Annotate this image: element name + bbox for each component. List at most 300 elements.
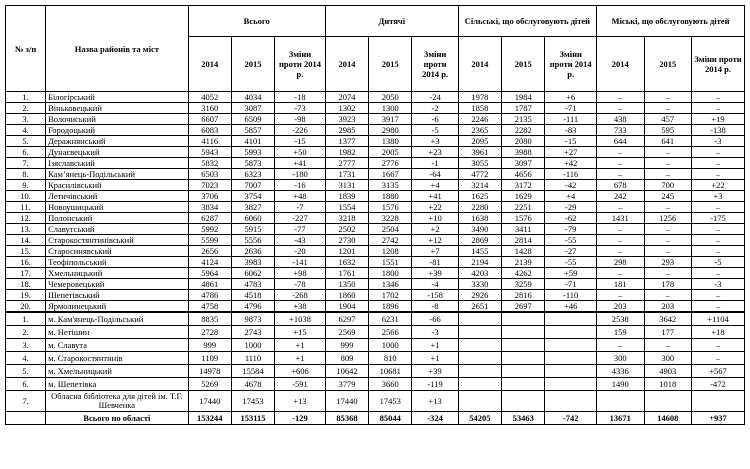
row-value: 203 [597,301,645,313]
row-value: 17440 [325,391,368,412]
district-row [6,136,745,147]
row-value: -226 [275,125,326,136]
row-value: 7007 [231,180,274,191]
header-row-groups [6,6,745,37]
row-value: 4124 [188,257,231,268]
row-value: 4262 [502,268,545,279]
row-value: +59 [545,268,597,279]
row-value: 4034 [231,92,274,103]
row-value: – [597,235,645,246]
row-value: 6323 [231,169,274,180]
row-value: 15584 [231,365,274,378]
row-value: +1 [275,339,326,352]
row-value: +3 [692,191,745,202]
row-value: +15 [275,326,326,339]
row-value: 1860 [325,290,368,301]
row-value: 4783 [231,279,274,290]
row-value: – [692,235,745,246]
row-label: м. Старокостянтинів [46,352,189,365]
row-value: 2569 [325,326,368,339]
row-value [458,352,501,365]
row-value: 203 [644,301,692,313]
row-value: 245 [644,191,692,202]
row-value: 4772 [458,169,501,180]
row-value: -62 [545,213,597,224]
row-value: +12 [412,235,458,246]
row-value: 1982 [325,147,368,158]
row-value: -129 [275,412,326,425]
row-value: 5556 [231,235,274,246]
row-label: м. Славута [46,339,189,352]
row-value: -268 [275,290,326,301]
row-value: – [597,147,645,158]
row-value: 457 [644,114,692,125]
row-value: – [692,158,745,169]
row-label: Віньковецький [46,103,189,114]
row-value: 3923 [325,114,368,125]
row-value: -15 [545,136,597,147]
row-value: -18 [275,92,326,103]
row-value: 1787 [502,103,545,114]
row-value [545,312,597,326]
row-value: -42 [545,180,597,191]
row-value: 3218 [325,213,368,224]
row-value: -55 [545,235,597,246]
row-label: Хмельницький [46,268,189,279]
city-row [6,352,745,365]
header-year-2014: 2014 [325,37,368,92]
header-name: Назва районів та міст [46,6,189,92]
row-value: 2636 [231,246,274,257]
row-value: -119 [412,378,458,391]
row-number: 1. [6,312,46,326]
row-value: 153115 [231,412,274,425]
row-value: 2538 [597,312,645,326]
row-value: 4052 [188,92,231,103]
row-value: 54205 [458,412,501,425]
library-statistics-table [5,5,745,425]
row-value: 7023 [188,180,231,191]
city-row [6,339,745,352]
row-value: 1350 [325,279,368,290]
row-value: +1 [412,339,458,352]
row-value: 2095 [458,136,501,147]
row-value: +41 [412,191,458,202]
row-value: 1380 [369,136,412,147]
row-value: 5992 [188,224,231,235]
row-value: +18 [692,326,745,339]
row-value: +22 [412,202,458,213]
row-label: Летичівський [46,191,189,202]
row-value: -1 [412,158,458,169]
district-row [6,235,745,246]
row-value: 3055 [458,158,501,169]
row-number: 2. [6,103,46,114]
row-value: – [597,158,645,169]
row-value [545,391,597,412]
row-value: 3827 [231,202,274,213]
row-value: 438 [597,114,645,125]
row-label: Теофіпольський [46,257,189,268]
row-value: 4101 [231,136,274,147]
total-row [6,412,745,425]
row-number: 20. [6,301,46,313]
row-label: Дунаєвецький [46,147,189,158]
row-value: -27 [545,246,597,257]
row-value [502,378,545,391]
row-value: 14608 [644,412,692,425]
row-number: 3. [6,339,46,352]
row-value: -175 [692,213,745,224]
row-value: 85044 [369,412,412,425]
row-value: 733 [597,125,645,136]
row-value: – [644,339,692,352]
row-value [502,352,545,365]
row-value: -24 [412,92,458,103]
district-row [6,169,745,180]
row-value: – [692,290,745,301]
district-row [6,290,745,301]
row-value: 17440 [188,391,231,412]
row-value: 1880 [369,191,412,202]
row-number: 12. [6,213,46,224]
district-row [6,301,745,313]
header-year-2014: 2014 [597,37,645,92]
district-row [6,268,745,279]
row-value: -8 [412,301,458,313]
row-value: 1431 [597,213,645,224]
row-value: +567 [692,365,745,378]
row-value: 5857 [231,125,274,136]
row-value [692,391,745,412]
row-value: 2135 [502,114,545,125]
row-value: +19 [692,114,745,125]
row-value: -742 [545,412,597,425]
row-value: 2777 [325,158,368,169]
row-value: -15 [275,136,326,147]
row-value: 4796 [231,301,274,313]
row-value [545,339,597,352]
row-number: 15. [6,246,46,257]
row-value: 1256 [644,213,692,224]
row-value: +38 [275,301,326,313]
row-value [545,352,597,365]
row-value: -83 [545,125,597,136]
row-value: 4903 [644,365,692,378]
row-value: 5599 [188,235,231,246]
row-value: 6287 [188,213,231,224]
row-value: – [692,339,745,352]
row-value: -78 [275,279,326,290]
row-value: 2365 [458,125,501,136]
row-value: 4518 [231,290,274,301]
row-value: – [692,246,745,257]
row-value: – [597,339,645,352]
row-value: 644 [597,136,645,147]
row-value: 3988 [502,147,545,158]
district-row [6,213,745,224]
row-number: 14. [6,235,46,246]
row-value [458,326,501,339]
row-value: 3160 [188,103,231,114]
row-value: 4786 [188,290,231,301]
row-value: – [692,224,745,235]
row-number: 6. [6,147,46,158]
row-value: 5943 [188,147,231,158]
row-value: 3642 [644,312,692,326]
row-value: 1377 [325,136,368,147]
row-value: +23 [412,147,458,158]
row-value: 293 [644,257,692,268]
row-value: 2742 [369,235,412,246]
row-value: 3961 [458,147,501,158]
row-value: 17453 [231,391,274,412]
row-value: 2282 [502,125,545,136]
row-value: 13671 [597,412,645,425]
row-label: Всього по області [46,412,189,425]
row-value: – [692,301,745,313]
row-value: +46 [545,301,597,313]
row-value: – [644,235,692,246]
row-value: – [692,268,745,279]
row-value: – [597,246,645,257]
row-value: – [597,268,645,279]
row-value: 3834 [188,202,231,213]
row-value: 1208 [369,246,412,257]
row-value: 3131 [325,180,368,191]
row-value: -110 [545,290,597,301]
row-value: -111 [545,114,597,125]
row-number: 1. [6,92,46,103]
district-row [6,246,745,257]
row-value: 2080 [502,136,545,147]
row-value: 1625 [458,191,501,202]
row-value: -2 [412,103,458,114]
row-value: – [597,202,645,213]
row-value: 1761 [325,268,368,279]
row-value: 1428 [502,246,545,257]
row-value: 2246 [458,114,501,125]
row-value: – [644,147,692,158]
row-value: +7 [412,246,458,257]
row-value: 2074 [325,92,368,103]
row-value: 1576 [502,213,545,224]
row-value: 2776 [369,158,412,169]
row-value: -141 [275,257,326,268]
row-value: 1858 [458,103,501,114]
row-number: 3. [6,114,46,125]
row-value: 300 [597,352,645,365]
row-value: 678 [597,180,645,191]
row-value: 2139 [502,257,545,268]
row-value: +606 [275,365,326,378]
row-value [597,391,645,412]
row-value: +10 [412,213,458,224]
row-value: +13 [412,391,458,412]
row-value: 5964 [188,268,231,279]
row-value: +1 [275,352,326,365]
header-group-rural: Сільські, що обслуговують дітей [458,6,596,37]
row-value [502,365,545,378]
row-label: Старосинявський [46,246,189,257]
row-value: -158 [412,290,458,301]
row-value: 3779 [325,378,368,391]
row-value: 2730 [325,235,368,246]
row-value: – [644,158,692,169]
row-label: Чемеровецький [46,279,189,290]
row-value: +27 [545,147,597,158]
row-value: 1632 [325,257,368,268]
row-value: 1638 [458,213,501,224]
row-label: Волочиський [46,114,189,125]
row-value: – [644,246,692,257]
row-value: +98 [275,268,326,279]
row-value: 2926 [458,290,501,301]
header-group-total: Всього [188,6,325,37]
row-value: -7 [275,202,326,213]
row-number: 7. [6,158,46,169]
row-value: 1302 [325,103,368,114]
row-value: 6231 [369,312,412,326]
row-value: 6509 [231,114,274,125]
row-value: 3330 [458,279,501,290]
row-value: -4 [412,279,458,290]
row-value: 6297 [325,312,368,326]
row-value: 53463 [502,412,545,425]
row-value: +4 [412,180,458,191]
row-value: 300 [644,352,692,365]
row-value: – [644,268,692,279]
district-row [6,202,745,213]
row-value: 5832 [188,158,231,169]
row-value: 1702 [369,290,412,301]
row-value [458,391,501,412]
row-value: 2050 [369,92,412,103]
row-value: -73 [275,103,326,114]
row-value: +41 [275,158,326,169]
row-number: 2. [6,326,46,339]
row-value: -71 [545,279,597,290]
row-value: -5 [412,125,458,136]
row-label: Шепетівський [46,290,189,301]
row-value: 2697 [502,301,545,313]
city-row [6,365,745,378]
row-value: 1731 [325,169,368,180]
row-value: 3917 [369,114,412,125]
header-group-urban: Міські, що обслуговують дітей [597,6,745,37]
row-value: +6 [545,92,597,103]
row-value: 2280 [458,202,501,213]
row-value: 242 [597,191,645,202]
row-value: 3754 [231,191,274,202]
row-value: -43 [275,235,326,246]
row-value: 3660 [369,378,412,391]
row-value [545,365,597,378]
row-value: -227 [275,213,326,224]
row-value: 85368 [325,412,368,425]
row-value: 1109 [188,352,231,365]
row-value: 1978 [458,92,501,103]
row-value: – [644,224,692,235]
row-value: 2005 [369,147,412,158]
row-value [458,378,501,391]
row-label: Деражнянський [46,136,189,147]
row-value: – [644,290,692,301]
row-value: +22 [692,180,745,191]
row-number: 6. [6,378,46,391]
row-value: 3087 [231,103,274,114]
row-value: +1104 [692,312,745,326]
row-value: 1000 [231,339,274,352]
header-year-2014: 2014 [188,37,231,92]
row-value: 2656 [188,246,231,257]
row-value: 1018 [644,378,692,391]
row-value: 6060 [231,213,274,224]
row-value: 3411 [502,224,545,235]
header-group-children: Дитячі [325,6,458,37]
row-value: 1455 [458,246,501,257]
row-value: 3228 [369,213,412,224]
row-value: -180 [275,169,326,180]
row-value: -3 [412,326,458,339]
row-value: 2985 [325,125,368,136]
row-label: Кам’янець-Подільський [46,169,189,180]
row-number [6,412,46,425]
district-row [6,92,745,103]
row-value: 181 [597,279,645,290]
row-value: 2502 [325,224,368,235]
row-value: 1110 [231,352,274,365]
row-number: 17. [6,268,46,279]
row-value: 3135 [369,180,412,191]
row-value: 2980 [369,125,412,136]
district-row [6,147,745,158]
row-value: 1904 [325,301,368,313]
row-value: 1554 [325,202,368,213]
row-value: 4861 [188,279,231,290]
row-value [458,365,501,378]
row-value: 2869 [458,235,501,246]
row-value: 2651 [458,301,501,313]
row-value: – [597,290,645,301]
row-value: 999 [325,339,368,352]
row-number: 10. [6,191,46,202]
city-row [6,326,745,339]
row-value: – [644,103,692,114]
district-row [6,103,745,114]
row-value: – [597,103,645,114]
row-value: 2728 [188,326,231,339]
row-number: 16. [6,257,46,268]
row-value: +13 [275,391,326,412]
row-value: -138 [692,125,745,136]
row-label: Славутський [46,224,189,235]
row-value: -6 [412,114,458,125]
row-value: – [644,202,692,213]
row-value: 4116 [188,136,231,147]
row-value: 6083 [188,125,231,136]
row-value: +2 [412,224,458,235]
row-label: м. Кам'янець-Подільський [46,312,189,326]
row-value: – [597,169,645,180]
row-value: 2251 [502,202,545,213]
row-value: 153244 [188,412,231,425]
row-value: 1629 [502,191,545,202]
row-value: +42 [545,158,597,169]
row-value: 3706 [188,191,231,202]
row-value: 5873 [231,158,274,169]
header-year-2015: 2015 [369,37,412,92]
